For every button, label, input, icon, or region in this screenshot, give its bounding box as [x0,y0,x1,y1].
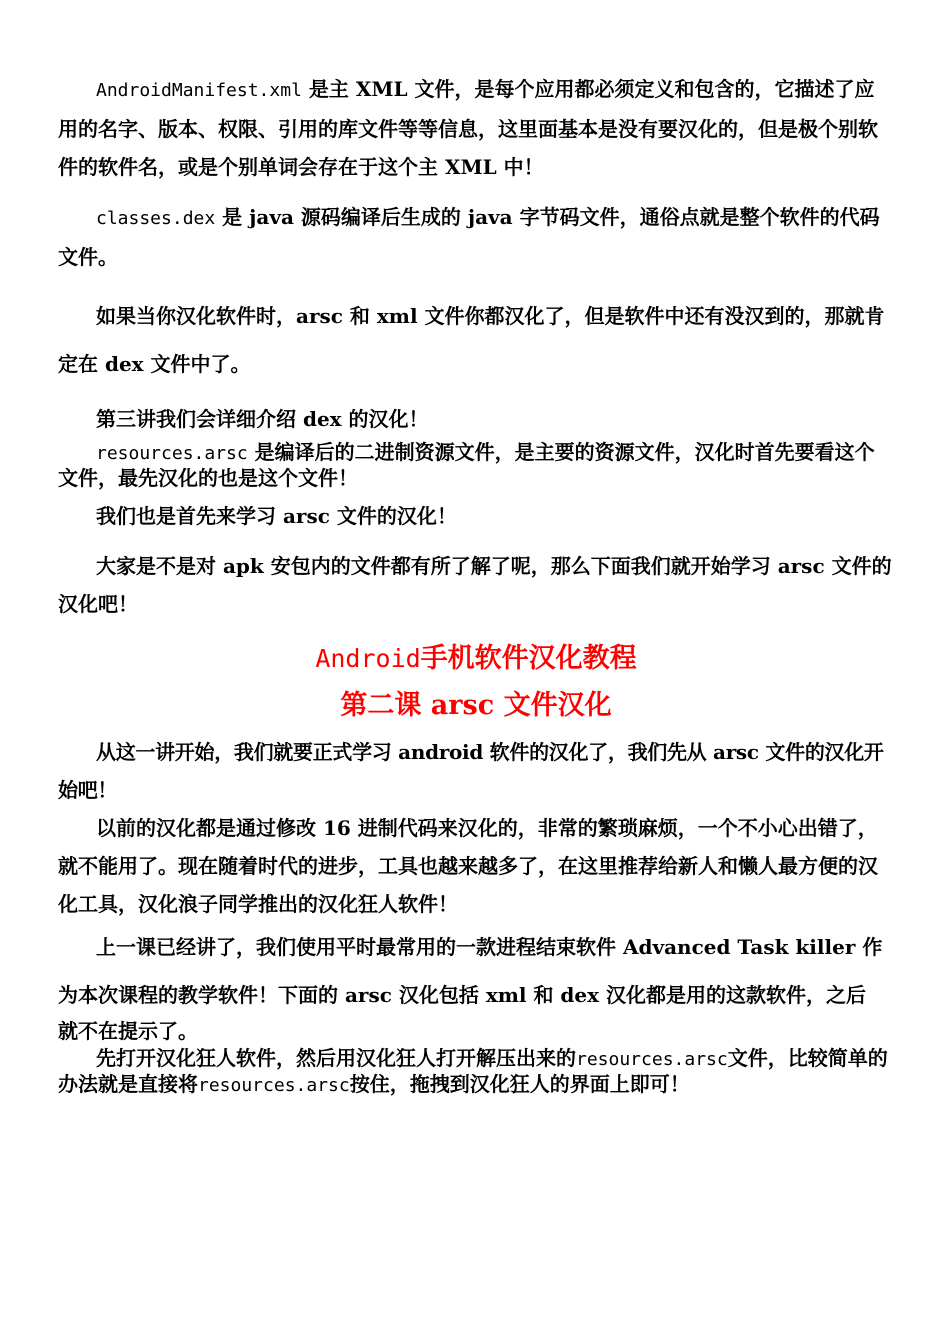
paragraph-resources-arsc [58,440,894,491]
paragraph-hex-history [58,809,894,923]
paragraph-open-tool [58,1046,894,1098]
paragraph-text: 是 java 源码编译后生成的 java 字节码文件，通俗点就是整个软件的代码文件。 [58,205,880,269]
paragraph-classes-dex [58,198,894,276]
code-classes-dex: classes.dex [96,208,216,229]
paragraph-text: 从这一讲开始，我们就要正式学习 android 软件的汉化了，我们先从 arsc 文件的汉化开始吧！ [58,740,884,802]
paragraph-apk-intro [58,547,894,623]
paragraph-text: 大家是不是对 apk 安包内的文件都有所了解了呢，那么下面我们就开始学习 arsc 文件的汉化吧！ [58,554,892,616]
paragraph-text: 上一课已经讲了，我们使用平时最常用的一款进程结束软件 Advanced Task killer 作为本次课程的教学软件！下面的 arsc 汉化包括 xml 和 dex 汉化都是用的这款软件，之后 [58,935,883,1007]
paragraph-text: 第三讲我们会详细介绍 dex 的汉化！ [96,407,429,431]
paragraph-text: 按住，拖拽到汉化狂人的界面上即可！ [349,1072,690,1096]
code-resources-arsc: resources.arsc [198,1075,350,1096]
paragraph-no-more-hint [58,1019,894,1044]
code-resources-arsc: resources.arsc [96,443,248,464]
paragraph-text: 我们也是首先来学习 arsc 文件的汉化！ [96,504,457,528]
code-resources-arsc: resources.arsc [576,1049,728,1070]
paragraph-text: 就不在提示了。 [58,1019,198,1043]
lesson-title-text: 第二课 arsc 文件汉化 [340,690,612,721]
paragraph-text: 是主 XML 文件，是每个应用都必须定义和包含的，它描述了应用的名字、版本、权限、引用的库文件等等信息，这里面基本是没有要汉化的，但是极个别软件的软件名，或是个别单词会存在于这个主 XML 中！ [58,77,878,179]
paragraph-third-lesson [58,400,894,438]
paragraph-text: 如果当你汉化软件时，arsc 和 xml 文件你都汉化了，但是软件中还有没汉到的，那就肯定在 dex 文件中了。 [58,304,885,376]
lesson-title [58,683,894,729]
tutorial-title [58,635,894,683]
code-androidmanifest: AndroidManifest.xml [96,80,302,101]
paragraph-text: 先打开汉化狂人软件，然后用汉化狂人打开解压出来的 [96,1046,576,1070]
paragraph-dex-hint [58,292,894,388]
paragraph-text: 现在随着时代的进步，工具也越来越多了，在这里推荐给新人和懒人最方便的汉化工具，汉化浪子同学推出的汉化狂人软件！ [58,854,878,916]
paragraph-text: 文件，比较简单的办法就是直接将 [58,1046,888,1096]
paragraph-text: 是编译后的二进制资源文件，是主要的资源文件，汉化时首先要看这个文件，最先汉化的也是这个文件！ [58,440,875,490]
title-android: Android [315,644,421,673]
paragraph-text: 以前的汉化都是通过修改 16 进制代码来汉化的，非常的繁琐麻烦，一个不小心出错了，就不能用了。 [58,816,878,878]
paragraph-start [58,733,894,809]
paragraph-learn-arsc [58,497,894,535]
paragraph-androidmanifest [58,70,894,186]
document-page [58,70,894,1098]
title-text: 手机软件汉化教程 [420,643,637,674]
paragraph-task-killer [58,923,894,1019]
